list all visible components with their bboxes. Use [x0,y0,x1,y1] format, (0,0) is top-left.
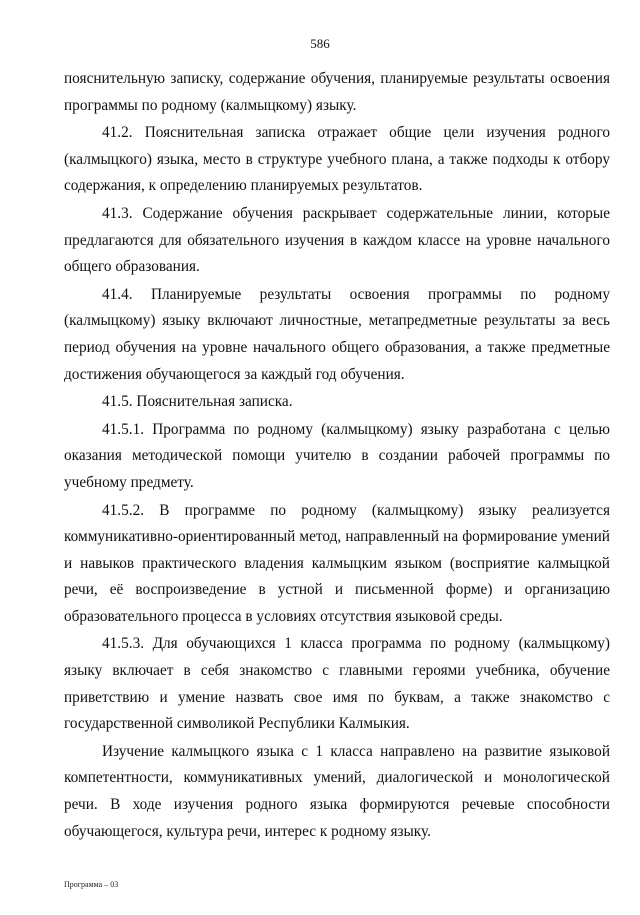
paragraph-41-5-3: 41.5.3. Для обучающихся 1 класса программа по родному (калмыцкому) языку включает в себя знакомство с главными героями учебника, обучение приветствию и умение назвать свое имя по буквам, а также знакомство с государственной символикой Республики Калмыкия. [64,635,610,733]
page-number: 586 [310,36,330,51]
paragraph-41-2: 41.2. Пояснительная записка отражает общие цели изучения родного (калмыцкого) языка, место в структуре учебного плана, а также подходы к отбору содержания, к определению планируемых результатов. [64,124,610,195]
paragraph-41-5-1: 41.5.1. Программа по родному (калмыцкому) языку разработана с целью оказания методической помощи учителю в создании рабочей программы по учебному предмету. [64,420,610,491]
footer-label: Программа – 03 [64,880,119,889]
paragraph-41-3: 41.3. Содержание обучения раскрывает содержательные линии, которые предлагаются для обязательного изучения в каждом классе на уровне начального общего образования. [64,204,610,276]
paragraph-study-goals: Изучение калмыцкого языка с 1 класса направлено на развитие языковой компетентности, коммуникативных умений, диалогической и монологической речи. В ходе изучения родного языка формируются речевые способности обучающегося, культура речи, интерес к родному языку. [64,742,610,840]
paragraph-41-5: 41.5. Пояснительная записка. [102,393,293,411]
paragraph-41-5-2: 41.5.2. В программе по родному (калмыцкому) языку реализуется коммуникативно-ориентированный метод, направленный на формирование умений и навыков практического владения калмыцким языком (восприятие калмыцкой речи, её воспроизведение в устной и письменной форме) и организацию образовательного процесса в условиях отсутствия языковой среды. [64,501,610,625]
document-body [64,66,610,845]
paragraph-41-4: 41.4. Планируемые результаты освоения программы по родному (калмыцкому) языку включают личностные, метапредметные результаты за весь период обучения на уровне начального общего образования, а также предметные достижения обучающегося за каждый год обучения. [64,285,610,383]
paragraph-intro-continuation: пояснительную записку, содержание обучения, планируемые результаты освоения программы по родному (калмыцкому) языку. [64,70,610,114]
